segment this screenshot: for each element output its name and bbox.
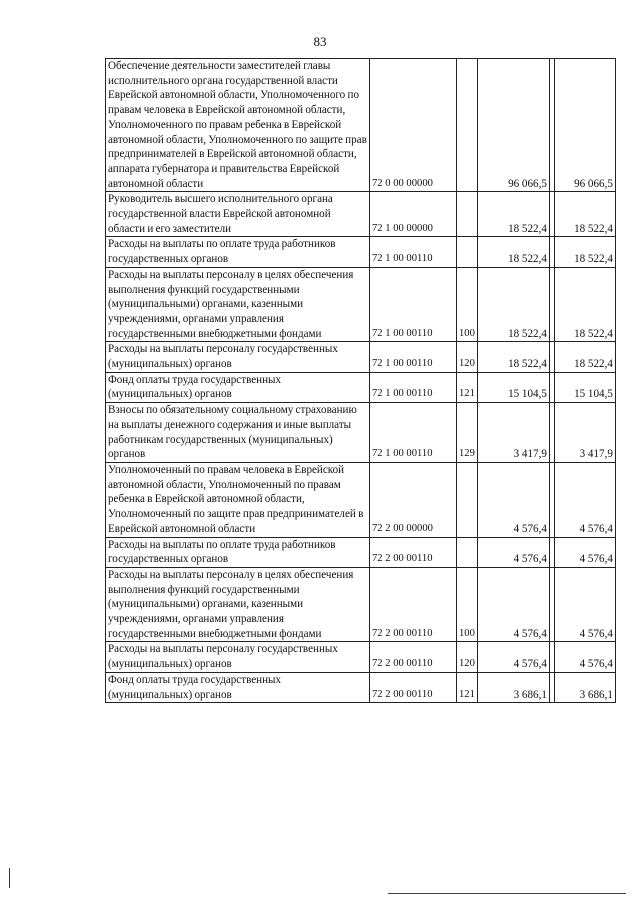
row-target-code: 72 1 00 00000 [370, 192, 457, 237]
row-amount-primary: 4 576,4 [477, 537, 549, 567]
row-expense-type: 120 [457, 342, 478, 372]
row-amount-primary: 18 522,4 [477, 192, 549, 237]
row-target-code: 72 2 00 00110 [370, 672, 457, 702]
row-description: Расходы на выплаты персоналу в целях обеспечения выполнения функций государственными (муниципальными) органами, казенными учреждениями, органами управления государственными внебюджетными фондами [106, 267, 370, 342]
row-description: Фонд оплаты труда государственных (муниципальных) органов [106, 372, 370, 402]
row-target-code: 72 1 00 00110 [370, 267, 457, 342]
row-amount-primary: 4 576,4 [477, 462, 549, 537]
row-amount-secondary: 4 576,4 [554, 462, 615, 537]
row-description: Обеспечение деятельности заместителей главы исполнительного органа государственной власти Еврейской автономной области, Уполномоченного по правам человека в Еврейской автономной области, Уполномоченного по правам ребенка в Еврейской автономной области, Уполномоченного по защите прав предпринимателей в Еврейской автономной области, аппарата губернатора и правительства Еврейской автономной области [106, 59, 370, 192]
row-amount-primary: 18 522,4 [477, 237, 549, 267]
row-amount-primary: 96 066,5 [477, 59, 549, 192]
footer-rule [388, 893, 626, 894]
row-amount-primary: 3 417,9 [477, 403, 549, 463]
row-amount-secondary: 96 066,5 [554, 59, 615, 192]
row-amount-secondary: 18 522,4 [554, 342, 615, 372]
table-row [106, 267, 616, 342]
row-expense-type: 121 [457, 672, 478, 702]
budget-table [105, 58, 616, 703]
row-amount-primary: 4 576,4 [477, 567, 549, 642]
table-row [106, 59, 616, 192]
row-amount-primary: 18 522,4 [477, 342, 549, 372]
row-expense-type [457, 462, 478, 537]
row-target-code: 72 1 00 00110 [370, 342, 457, 372]
row-amount-secondary: 18 522,4 [554, 237, 615, 267]
row-amount-secondary: 3 417,9 [554, 403, 615, 463]
row-target-code: 72 2 00 00110 [370, 642, 457, 672]
row-expense-type [457, 192, 478, 237]
row-expense-type: 129 [457, 403, 478, 463]
row-amount-primary: 3 686,1 [477, 672, 549, 702]
row-amount-secondary: 15 104,5 [554, 372, 615, 402]
row-target-code: 72 1 00 00110 [370, 403, 457, 463]
table-row [106, 372, 616, 402]
row-amount-secondary: 18 522,4 [554, 192, 615, 237]
table-row [106, 462, 616, 537]
row-amount-secondary: 18 522,4 [554, 267, 615, 342]
budget-table-body [106, 59, 616, 703]
row-description: Расходы на выплаты персоналу в целях обеспечения выполнения функций государственными (муниципальными) органами, казенными учреждениями, органами управления государственными внебюджетными фондами [106, 567, 370, 642]
row-expense-type: 121 [457, 372, 478, 402]
row-description: Фонд оплаты труда государственных (муниципальных) органов [106, 672, 370, 702]
row-expense-type: 100 [457, 567, 478, 642]
table-row [106, 237, 616, 267]
row-expense-type: 100 [457, 267, 478, 342]
table-row [106, 672, 616, 702]
row-description: Расходы на выплаты по оплате труда работников государственных органов [106, 237, 370, 267]
row-amount-secondary: 4 576,4 [554, 537, 615, 567]
row-description: Расходы на выплаты персоналу государственных (муниципальных) органов [106, 342, 370, 372]
row-description: Расходы на выплаты персоналу государственных (муниципальных) органов [106, 642, 370, 672]
row-amount-secondary: 4 576,4 [554, 642, 615, 672]
row-amount-secondary: 4 576,4 [554, 567, 615, 642]
row-target-code: 72 1 00 00110 [370, 237, 457, 267]
table-row [106, 537, 616, 567]
row-expense-type [457, 237, 478, 267]
row-target-code: 72 1 00 00110 [370, 372, 457, 402]
row-description: Руководитель высшего исполнительного органа государственной власти Еврейской автономной области и его заместители [106, 192, 370, 237]
table-row [106, 642, 616, 672]
row-target-code: 72 2 00 00110 [370, 537, 457, 567]
row-expense-type [457, 537, 478, 567]
row-amount-primary: 18 522,4 [477, 267, 549, 342]
row-description: Взносы по обязательному социальному страхованию на выплаты денежного содержания и иные выплаты работникам государственных (муниципальных) органов [106, 403, 370, 463]
page-number: 83 [313, 34, 327, 49]
row-amount-primary: 15 104,5 [477, 372, 549, 402]
margin-mark [9, 868, 10, 888]
table-row [106, 567, 616, 642]
row-target-code: 72 2 00 00000 [370, 462, 457, 537]
row-description: Расходы на выплаты по оплате труда работников государственных органов [106, 537, 370, 567]
table-row [106, 192, 616, 237]
row-amount-primary: 4 576,4 [477, 642, 549, 672]
table-row [106, 342, 616, 372]
row-expense-type: 120 [457, 642, 478, 672]
row-target-code: 72 0 00 00000 [370, 59, 457, 192]
row-amount-secondary: 3 686,1 [554, 672, 615, 702]
table-row [106, 403, 616, 463]
row-expense-type [457, 59, 478, 192]
row-target-code: 72 2 00 00110 [370, 567, 457, 642]
row-description: Уполномоченный по правам человека в Еврейской автономной области, Уполномоченный по правам ребенка в Еврейской автономной области, Уполномоченный по защите прав предпринимателей в Еврейской автономной области [106, 462, 370, 537]
